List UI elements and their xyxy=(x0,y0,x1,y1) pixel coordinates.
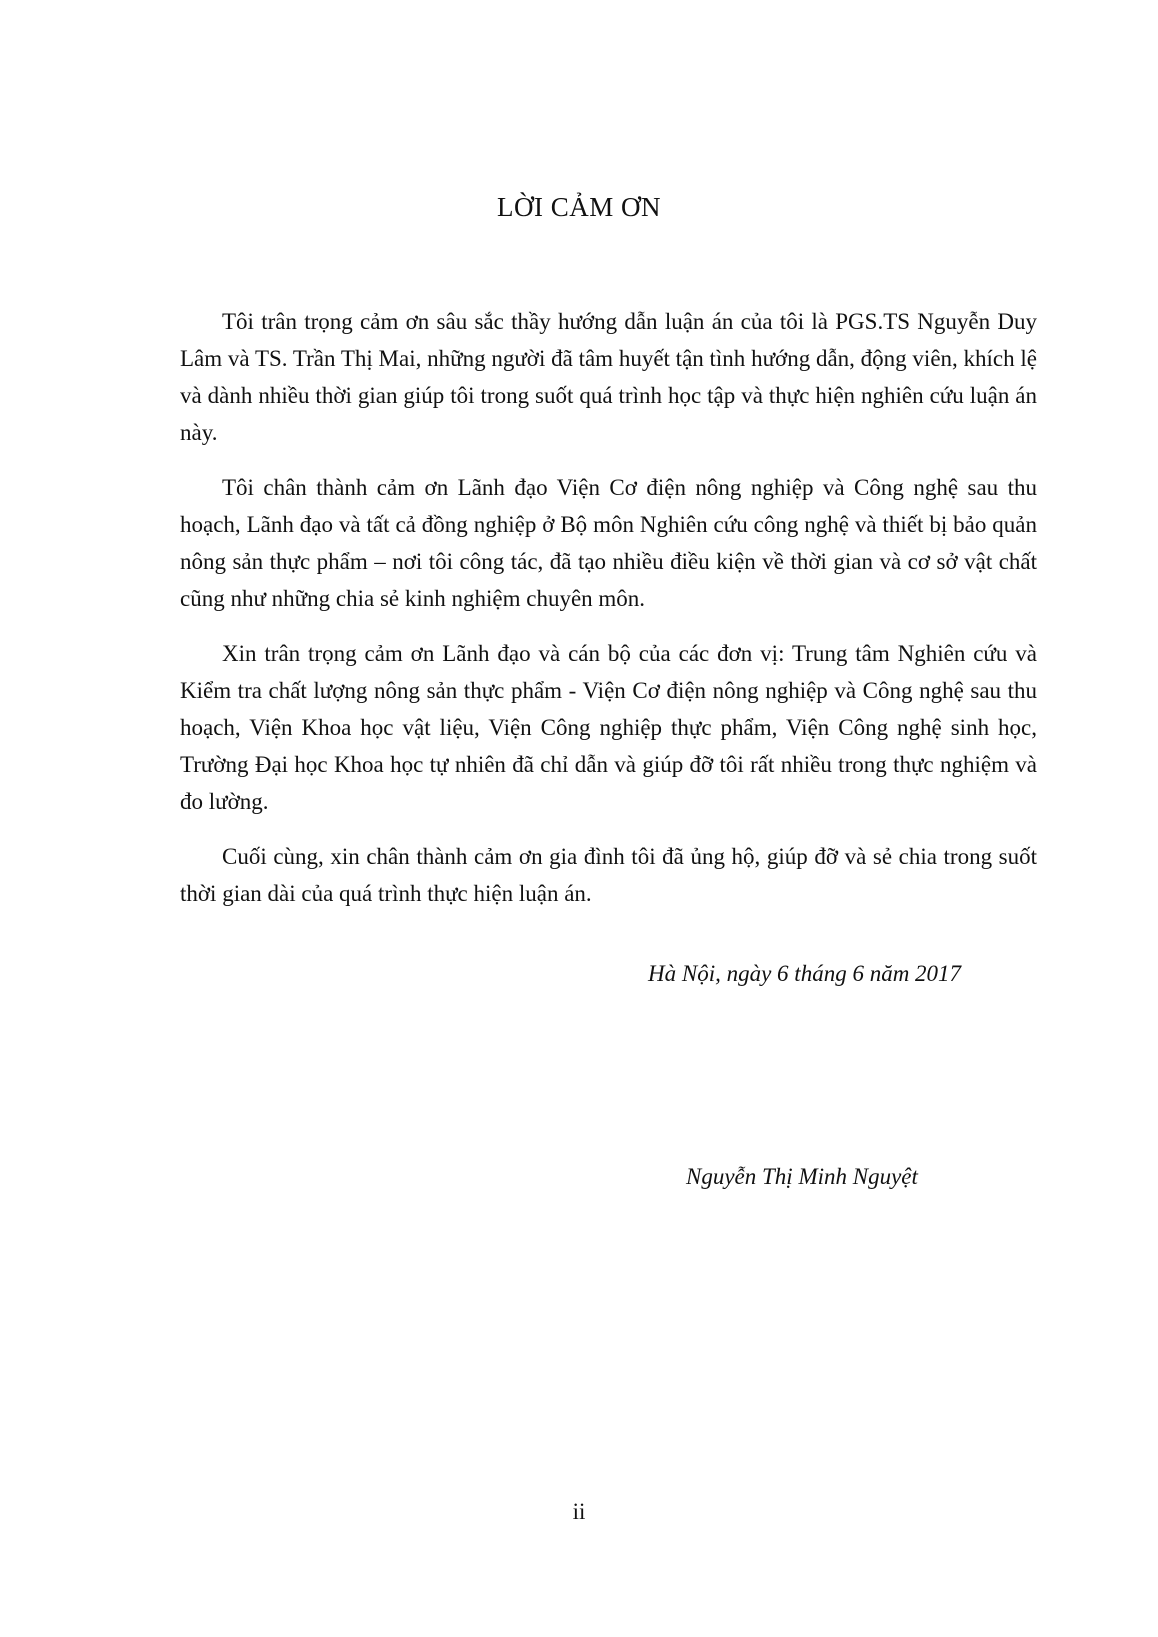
acknowledgement-body xyxy=(180,303,1037,930)
paragraph-1: Tôi trân trọng cảm ơn sâu sắc thầy hướng dẫn luận án của tôi là PGS.TS Nguyễn Duy Lâm và TS. Trần Thị Mai, những người đã tâm huyết tận tình hướng dẫn, động viên, khích lệ và dành nhiều thời gian giúp tôi trong suốt quá trình học tập và thực hiện nghiên cứu luận án này. xyxy=(180,309,1037,445)
page-title: LỜI CẢM ƠN xyxy=(497,192,661,222)
paragraph-3: Xin trân trọng cảm ơn Lãnh đạo và cán bộ của các đơn vị: Trung tâm Nghiên cứu và Kiểm tra chất lượng nông sản thực phẩm - Viện Cơ điện nông nghiệp và Công nghệ sau thu hoạch, Viện Khoa học vật liệu, Viện Công nghiệp thực phẩm, Viện Công nghệ sinh học, Trường Đại học Khoa học tự nhiên đã chỉ dẫn và giúp đỡ tôi rất nhiều trong thực nghiệm và đo lường. xyxy=(180,641,1037,814)
page-number: ii xyxy=(572,1499,586,1524)
paragraph-2: Tôi chân thành cảm ơn Lãnh đạo Viện Cơ điện nông nghiệp và Công nghệ sau thu hoạch, Lãnh đạo và tất cả đồng nghiệp ở Bộ môn Nghiên cứu công nghệ và thiết bị bảo quản nông sản thực phẩm – nơi tôi công tác, đã tạo nhiều điều kiện về thời gian và cơ sở vật chất cũng như những chia sẻ kinh nghiệm chuyên môn. xyxy=(180,475,1037,611)
place-date: Hà Nội, ngày 6 tháng 6 năm 2017 xyxy=(648,961,962,986)
author-signature: Nguyễn Thị Minh Nguyệt xyxy=(686,1164,918,1189)
paragraph-4: Cuối cùng, xin chân thành cảm ơn gia đình tôi đã ủng hộ, giúp đỡ và sẻ chia trong suốt thời gian dài của quá trình thực hiện luận án. xyxy=(180,844,1037,906)
